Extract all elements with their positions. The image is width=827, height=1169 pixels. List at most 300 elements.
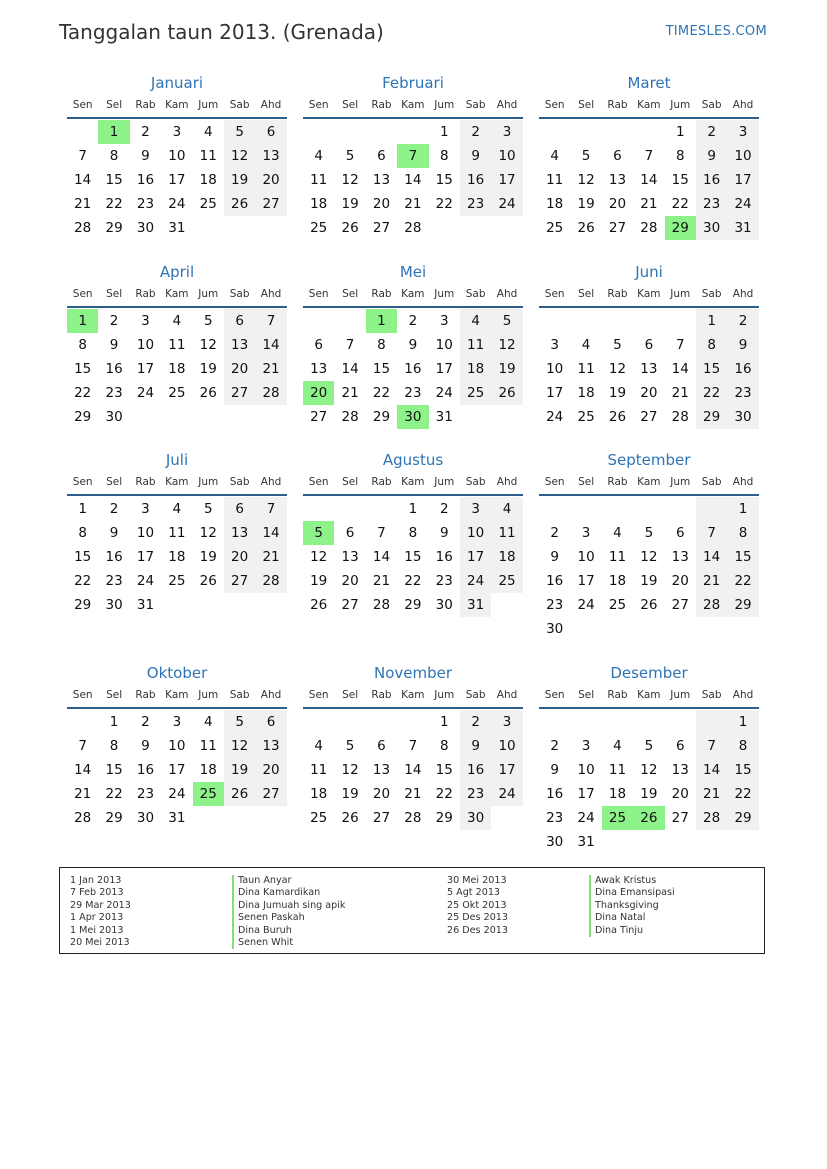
day-cell: 8 <box>109 738 119 754</box>
day-cell: 16 <box>404 361 422 377</box>
legend-date: 20 Mei 2013 <box>70 937 130 949</box>
day-cell: 14 <box>255 333 286 357</box>
day-cell: 25 <box>491 569 522 593</box>
day-cell: 7 <box>675 337 685 353</box>
day-grid <box>67 496 287 617</box>
day-cell: 22 <box>435 196 453 212</box>
day-cell: 15 <box>74 549 92 565</box>
day-cell: 1 <box>727 710 758 734</box>
day-cell: 23 <box>136 786 155 802</box>
weekday-label: Sab <box>229 476 250 488</box>
weekday-label: Sel <box>578 689 595 701</box>
empty-cell <box>303 497 334 521</box>
weekday-label: Sen <box>72 288 93 300</box>
weekday-label: Rab <box>607 476 628 488</box>
holiday-day-cell: 25 <box>602 806 633 830</box>
day-cell: 16 <box>460 168 491 192</box>
empty-cell <box>366 120 397 144</box>
day-cell: 1 <box>439 124 449 140</box>
day-grid <box>539 308 759 429</box>
day-cell: 17 <box>136 549 155 565</box>
weekday-label: Sab <box>465 689 486 701</box>
day-cell: 29 <box>727 593 758 617</box>
day-cell: 28 <box>404 220 422 236</box>
day-cell: 19 <box>491 357 522 381</box>
weekday-label: Ahd <box>260 99 282 111</box>
month-april <box>67 260 287 429</box>
day-cell: 8 <box>727 521 758 545</box>
day-cell: 29 <box>404 597 422 613</box>
weekday-label: Jum <box>434 99 455 111</box>
day-cell: 1 <box>109 714 119 730</box>
day-cell: 7 <box>696 521 727 545</box>
day-cell: 16 <box>460 758 491 782</box>
day-cell: 19 <box>341 786 359 802</box>
day-cell: 29 <box>696 405 727 429</box>
day-cell: 25 <box>310 220 328 236</box>
day-cell: 16 <box>105 549 123 565</box>
day-cell: 20 <box>640 385 658 401</box>
empty-cell <box>491 593 522 617</box>
day-cell: 23 <box>727 381 758 405</box>
day-cell: 23 <box>105 385 123 401</box>
day-cell: 27 <box>310 409 328 425</box>
legend-date: 5 Agt 2013 <box>447 887 501 899</box>
holiday-day-cell: 26 <box>633 806 664 830</box>
day-cell: 30 <box>435 597 453 613</box>
empty-cell <box>255 806 286 830</box>
day-cell: 26 <box>491 381 522 405</box>
empty-cell <box>696 617 727 641</box>
day-cell: 6 <box>675 525 685 541</box>
day-cell: 5 <box>644 738 654 754</box>
day-cell: 13 <box>640 361 658 377</box>
day-cell: 12 <box>341 172 359 188</box>
day-cell: 25 <box>168 385 186 401</box>
day-cell: 16 <box>105 361 123 377</box>
day-cell: 22 <box>404 573 422 589</box>
empty-cell <box>334 309 365 333</box>
weekday-label: Sab <box>229 689 250 701</box>
day-cell: 4 <box>491 497 522 521</box>
day-cell: 5 <box>644 525 654 541</box>
legend-left-dates <box>70 875 131 949</box>
weekday-label: Jum <box>434 476 455 488</box>
legend-holiday-name: Taun Anyar <box>232 875 345 887</box>
month-name: Desember <box>610 664 688 682</box>
day-cell: 23 <box>546 597 564 613</box>
day-cell: 19 <box>224 758 255 782</box>
day-cell: 4 <box>613 525 622 541</box>
weekday-header <box>539 685 759 709</box>
day-cell: 4 <box>550 148 559 164</box>
weekday-label: Jum <box>434 689 455 701</box>
day-cell: 7 <box>696 734 727 758</box>
weekday-label: Ahd <box>732 288 754 300</box>
empty-cell <box>633 710 664 734</box>
day-cell: 27 <box>255 782 286 806</box>
weekday-label: Sel <box>578 99 595 111</box>
day-cell: 25 <box>199 196 217 212</box>
weekday-label: Ahd <box>496 99 518 111</box>
day-cell: 13 <box>224 521 255 545</box>
day-cell: 8 <box>377 337 386 353</box>
day-cell: 6 <box>377 148 386 164</box>
day-cell: 9 <box>141 738 150 754</box>
empty-cell <box>193 806 224 830</box>
day-cell: 19 <box>608 385 627 401</box>
holiday-day-cell: 1 <box>366 309 397 333</box>
day-cell: 18 <box>310 786 328 802</box>
day-cell: 28 <box>74 220 92 236</box>
day-cell: 10 <box>491 144 522 168</box>
month-name: Juli <box>165 451 189 469</box>
day-cell: 19 <box>224 168 255 192</box>
weekday-label: Rab <box>371 689 392 701</box>
day-cell: 19 <box>310 573 328 589</box>
weekday-label: Sab <box>701 288 722 300</box>
day-cell: 26 <box>224 192 255 216</box>
day-cell: 20 <box>372 786 391 802</box>
weekday-label: Rab <box>607 99 628 111</box>
day-cell: 10 <box>435 337 453 353</box>
day-cell: 15 <box>435 762 453 778</box>
weekday-label: Kam <box>637 288 661 300</box>
day-cell: 9 <box>109 525 119 541</box>
legend-holiday-name: Dina Tinju <box>589 925 675 937</box>
empty-cell <box>460 405 491 429</box>
empty-cell <box>602 497 633 521</box>
day-cell: 30 <box>105 597 123 613</box>
day-cell: 31 <box>460 593 491 617</box>
empty-cell <box>602 120 633 144</box>
day-cell: 9 <box>696 144 727 168</box>
day-cell: 1 <box>439 714 449 730</box>
day-cell: 17 <box>460 545 491 569</box>
legend-holiday-name: Dina Natal <box>589 912 675 924</box>
legend-date: 1 Mei 2013 <box>70 924 124 936</box>
weekday-label: Ahd <box>260 689 282 701</box>
weekday-label: Jum <box>670 288 691 300</box>
day-cell: 8 <box>727 734 758 758</box>
day-cell: 7 <box>408 738 418 754</box>
weekday-label: Sab <box>701 99 722 111</box>
day-cell: 31 <box>435 409 453 425</box>
day-cell: 24 <box>435 385 453 401</box>
day-cell: 10 <box>546 361 564 377</box>
day-cell: 2 <box>141 124 150 140</box>
day-cell: 1 <box>78 501 87 517</box>
day-cell: 20 <box>255 758 286 782</box>
legend-date: 26 Des 2013 <box>447 924 509 936</box>
empty-cell <box>633 830 664 854</box>
empty-cell <box>255 216 286 240</box>
holiday-day-cell: 20 <box>303 381 334 405</box>
holiday-day-cell: 29 <box>665 216 696 240</box>
day-cell: 5 <box>613 337 622 353</box>
day-cell: 12 <box>199 525 217 541</box>
weekday-label: Sen <box>72 689 93 701</box>
day-cell: 24 <box>491 192 522 216</box>
day-cell: 20 <box>224 545 255 569</box>
day-cell: 9 <box>460 734 491 758</box>
empty-cell <box>303 120 334 144</box>
month-juli <box>67 448 287 617</box>
day-cell: 28 <box>372 597 391 613</box>
day-cell: 25 <box>460 381 491 405</box>
day-cell: 15 <box>435 172 453 188</box>
day-cell: 22 <box>727 569 758 593</box>
day-cell: 19 <box>640 573 658 589</box>
weekday-header <box>303 472 523 496</box>
day-cell: 10 <box>168 738 186 754</box>
weekday-label: Sab <box>229 288 250 300</box>
weekday-header <box>67 472 287 496</box>
day-cell: 24 <box>577 810 595 826</box>
month-november <box>303 661 523 830</box>
day-cell: 26 <box>577 220 595 236</box>
weekday-label: Ahd <box>732 476 754 488</box>
day-cell: 27 <box>224 569 255 593</box>
day-cell: 2 <box>141 714 150 730</box>
day-cell: 23 <box>105 573 123 589</box>
day-cell: 14 <box>74 762 92 778</box>
day-cell: 26 <box>310 597 328 613</box>
weekday-header <box>67 95 287 119</box>
day-cell: 24 <box>168 786 186 802</box>
day-cell: 4 <box>613 738 622 754</box>
day-cell: 25 <box>168 573 186 589</box>
day-cell: 28 <box>671 409 689 425</box>
day-cell: 9 <box>550 762 559 778</box>
weekday-label: Sel <box>106 288 123 300</box>
day-cell: 10 <box>577 762 595 778</box>
weekday-label: Jum <box>198 476 219 488</box>
day-cell: 23 <box>136 196 155 212</box>
day-cell: 14 <box>671 361 689 377</box>
day-cell: 29 <box>727 806 758 830</box>
day-cell: 2 <box>109 501 119 517</box>
day-cell: 14 <box>696 758 727 782</box>
weekday-label: Sel <box>342 288 359 300</box>
day-cell: 24 <box>168 196 186 212</box>
day-cell: 18 <box>199 172 217 188</box>
legend-date: 7 Feb 2013 <box>70 887 124 899</box>
day-cell: 23 <box>696 192 727 216</box>
brand-logo[interactable]: TIMESLES.COM <box>665 24 767 39</box>
day-cell: 21 <box>341 385 359 401</box>
day-cell: 15 <box>727 545 758 569</box>
day-cell: 12 <box>640 549 658 565</box>
legend-holiday-name: Dina Kamardikan <box>232 887 345 899</box>
day-cell: 22 <box>435 786 453 802</box>
empty-cell <box>539 309 570 333</box>
day-cell: 10 <box>168 148 186 164</box>
holiday-day-cell: 25 <box>193 782 224 806</box>
weekday-header <box>67 685 287 709</box>
day-cell: 26 <box>640 597 658 613</box>
day-cell: 28 <box>404 810 422 826</box>
day-cell: 16 <box>546 573 564 589</box>
empty-cell <box>665 617 696 641</box>
day-cell: 24 <box>727 192 758 216</box>
day-cell: 26 <box>608 409 627 425</box>
day-cell: 29 <box>74 597 92 613</box>
weekday-label: Kam <box>401 288 425 300</box>
day-cell: 13 <box>372 762 391 778</box>
weekday-label: Sel <box>106 99 123 111</box>
weekday-label: Ahd <box>260 288 282 300</box>
month-oktober <box>67 661 287 830</box>
day-cell: 29 <box>372 409 391 425</box>
month-name: Juni <box>635 263 663 281</box>
day-cell: 24 <box>577 597 595 613</box>
day-cell: 16 <box>136 762 155 778</box>
day-grid <box>539 709 759 854</box>
weekday-label: Ahd <box>732 99 754 111</box>
day-cell: 26 <box>224 782 255 806</box>
day-cell: 31 <box>168 220 186 236</box>
empty-cell <box>193 216 224 240</box>
day-cell: 25 <box>608 597 627 613</box>
empty-cell <box>491 216 522 240</box>
weekday-label: Sel <box>342 476 359 488</box>
day-cell: 24 <box>460 569 491 593</box>
empty-cell <box>224 216 255 240</box>
day-cell: 30 <box>136 810 155 826</box>
month-desember <box>539 661 759 854</box>
day-cell: 8 <box>675 148 685 164</box>
empty-cell <box>255 405 286 429</box>
weekday-header <box>539 284 759 308</box>
weekday-label: Sab <box>465 476 486 488</box>
day-cell: 6 <box>675 738 685 754</box>
day-cell: 3 <box>550 337 559 353</box>
day-cell: 2 <box>109 313 119 329</box>
weekday-label: Rab <box>135 288 156 300</box>
weekday-label: Jum <box>670 99 691 111</box>
empty-cell <box>334 497 365 521</box>
day-cell: 14 <box>404 762 422 778</box>
empty-cell <box>633 617 664 641</box>
empty-cell <box>633 120 664 144</box>
weekday-label: Sel <box>106 689 123 701</box>
weekday-label: Kam <box>165 288 189 300</box>
weekday-label: Sen <box>308 288 329 300</box>
empty-cell <box>602 617 633 641</box>
day-cell: 2 <box>460 120 491 144</box>
month-januari <box>67 71 287 240</box>
day-cell: 28 <box>696 593 727 617</box>
empty-cell <box>696 497 727 521</box>
weekday-label: Sen <box>308 689 329 701</box>
day-cell: 18 <box>310 196 328 212</box>
month-februari <box>303 71 523 240</box>
empty-cell <box>67 120 98 144</box>
empty-cell <box>397 120 428 144</box>
day-cell: 9 <box>408 337 418 353</box>
day-cell: 5 <box>224 710 255 734</box>
day-cell: 31 <box>168 810 186 826</box>
weekday-label: Ahd <box>496 689 518 701</box>
day-cell: 18 <box>460 357 491 381</box>
empty-cell <box>366 497 397 521</box>
day-cell: 27 <box>341 597 359 613</box>
day-cell: 20 <box>608 196 627 212</box>
day-cell: 26 <box>341 810 359 826</box>
legend-date: 25 Okt 2013 <box>447 899 507 911</box>
weekday-label: Sen <box>544 476 565 488</box>
day-cell: 6 <box>224 309 255 333</box>
day-cell: 11 <box>608 762 627 778</box>
legend-right-dates <box>447 875 508 937</box>
day-cell: 21 <box>404 196 422 212</box>
day-cell: 11 <box>168 337 186 353</box>
month-name: November <box>373 664 453 682</box>
legend-holiday-name: Thanksgiving <box>589 900 675 912</box>
day-grid <box>303 119 523 240</box>
day-cell: 24 <box>136 385 155 401</box>
day-cell: 11 <box>310 172 328 188</box>
day-cell: 3 <box>581 738 591 754</box>
day-cell: 27 <box>671 597 689 613</box>
weekday-label: Jum <box>198 689 219 701</box>
day-cell: 8 <box>78 525 87 541</box>
day-cell: 5 <box>203 501 213 517</box>
empty-cell <box>727 617 758 641</box>
day-cell: 15 <box>74 361 92 377</box>
day-cell: 24 <box>136 573 155 589</box>
day-cell: 20 <box>671 573 689 589</box>
day-cell: 5 <box>345 148 355 164</box>
day-cell: 17 <box>168 762 186 778</box>
day-cell: 27 <box>640 409 658 425</box>
weekday-label: Rab <box>135 689 156 701</box>
day-cell: 15 <box>727 758 758 782</box>
weekday-label: Ahd <box>260 476 282 488</box>
empty-cell <box>303 710 334 734</box>
month-name: Februari <box>382 74 444 92</box>
day-cell: 3 <box>141 501 150 517</box>
day-cell: 3 <box>141 313 150 329</box>
weekday-header <box>539 95 759 119</box>
day-cell: 21 <box>255 357 286 381</box>
empty-cell <box>602 309 633 333</box>
day-cell: 10 <box>577 549 595 565</box>
day-cell: 19 <box>199 361 217 377</box>
day-cell: 17 <box>435 361 453 377</box>
day-cell: 15 <box>105 172 123 188</box>
weekday-label: Kam <box>401 689 425 701</box>
day-cell: 24 <box>546 409 564 425</box>
day-cell: 18 <box>168 549 186 565</box>
legend-date: 1 Apr 2013 <box>70 912 124 924</box>
day-cell: 7 <box>255 497 286 521</box>
day-cell: 29 <box>74 409 92 425</box>
day-cell: 22 <box>671 196 689 212</box>
day-cell: 12 <box>341 762 359 778</box>
day-grid <box>539 119 759 240</box>
holiday-day-cell: 7 <box>397 144 428 168</box>
day-cell: 26 <box>199 573 217 589</box>
month-name: Agustus <box>382 451 444 469</box>
day-grid <box>303 709 523 830</box>
day-cell: 4 <box>314 148 323 164</box>
day-cell: 27 <box>372 220 391 236</box>
day-cell: 4 <box>314 738 323 754</box>
day-cell: 17 <box>546 385 564 401</box>
day-cell: 26 <box>199 385 217 401</box>
